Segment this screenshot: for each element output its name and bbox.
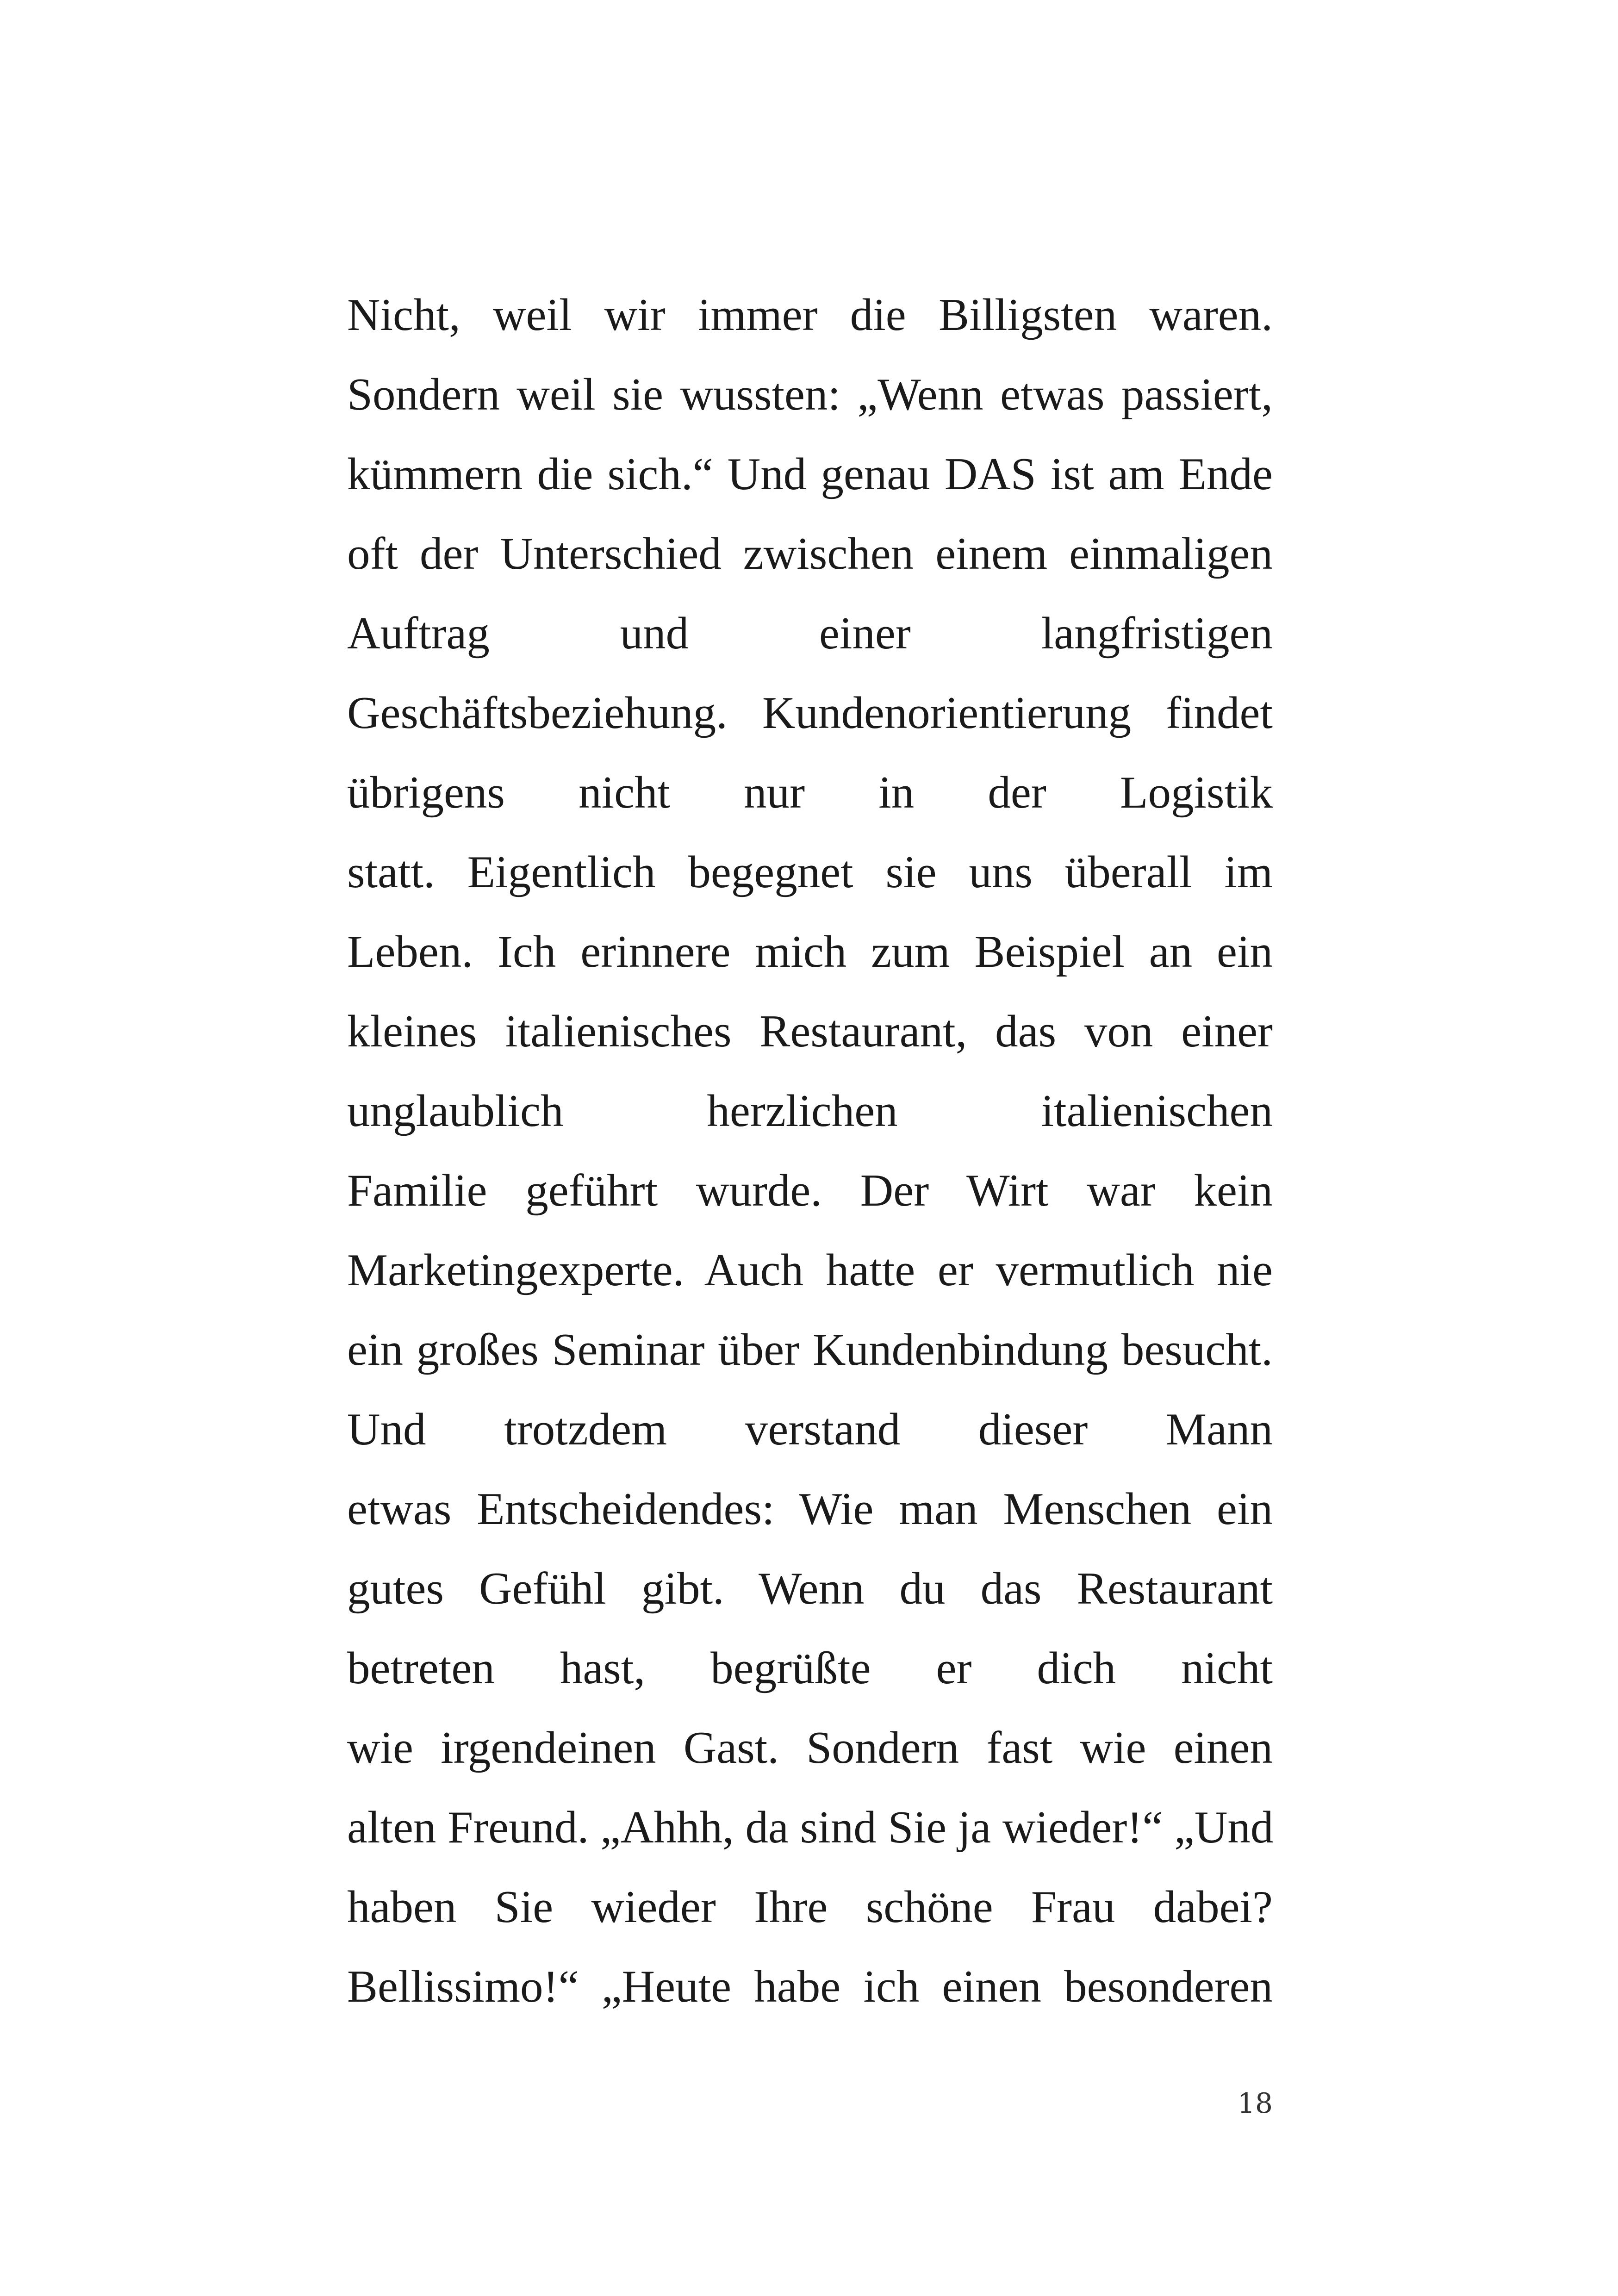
text-line: haben Sie wieder Ihre schöne Frau dabei? xyxy=(347,1882,1273,1932)
text-line: kümmern die sich.“ Und genau DAS ist am Ende xyxy=(347,449,1273,499)
text-line: Marketingexperte. Auch hatte er vermutlich nie xyxy=(347,1245,1273,1295)
text-line: gutes Gefühl gibt. Wenn du das Restaurant xyxy=(347,1563,1273,1614)
text-line: Familie geführt wurde. Der Wirt war kein xyxy=(347,1165,1273,1216)
text-line: statt. Eigentlich begegnet sie uns überall im xyxy=(347,847,1273,897)
text-line: Nicht, weil wir immer die Billigsten waren. xyxy=(347,290,1273,340)
text-line: oft der Unterschied zwischen einem einmaligen xyxy=(347,529,1273,579)
page-number: 18 xyxy=(1237,2087,1273,2120)
text-line: wie irgendeinen Gast. Sondern fast wie einen xyxy=(347,1723,1273,1773)
text-line: übrigens nicht nur in der Logistik xyxy=(347,767,1273,818)
text-line: Sondern weil sie wussten: „Wenn etwas passiert, xyxy=(347,369,1273,420)
text-line: Geschäftsbeziehung. Kundenorientierung findet xyxy=(347,688,1273,738)
text-line: etwas Entscheidendes: Wie man Menschen ein xyxy=(347,1484,1273,1534)
text-line: Und trotzdem verstand dieser Mann xyxy=(347,1404,1273,1455)
text-line: unglaublich herzlichen italienischen xyxy=(347,1086,1273,1136)
text-line: Bellissimo!“ „Heute habe ich einen besonderen xyxy=(347,1961,1273,2012)
text-line: betreten hast, begrüßte er dich nicht xyxy=(347,1643,1273,1693)
text-line: ein großes Seminar über Kundenbindung besucht. xyxy=(347,1325,1273,1375)
text-line: kleines italienisches Restaurant, das von einer xyxy=(347,1006,1273,1057)
text-line: alten Freund. „Ahhh, da sind Sie ja wieder!“ „Und xyxy=(347,1802,1274,1853)
body-text xyxy=(347,275,1273,2027)
text-line: Leben. Ich erinnere mich zum Beispiel an ein xyxy=(347,927,1273,977)
text-line: Auftrag und einer langfristigen xyxy=(347,608,1273,659)
